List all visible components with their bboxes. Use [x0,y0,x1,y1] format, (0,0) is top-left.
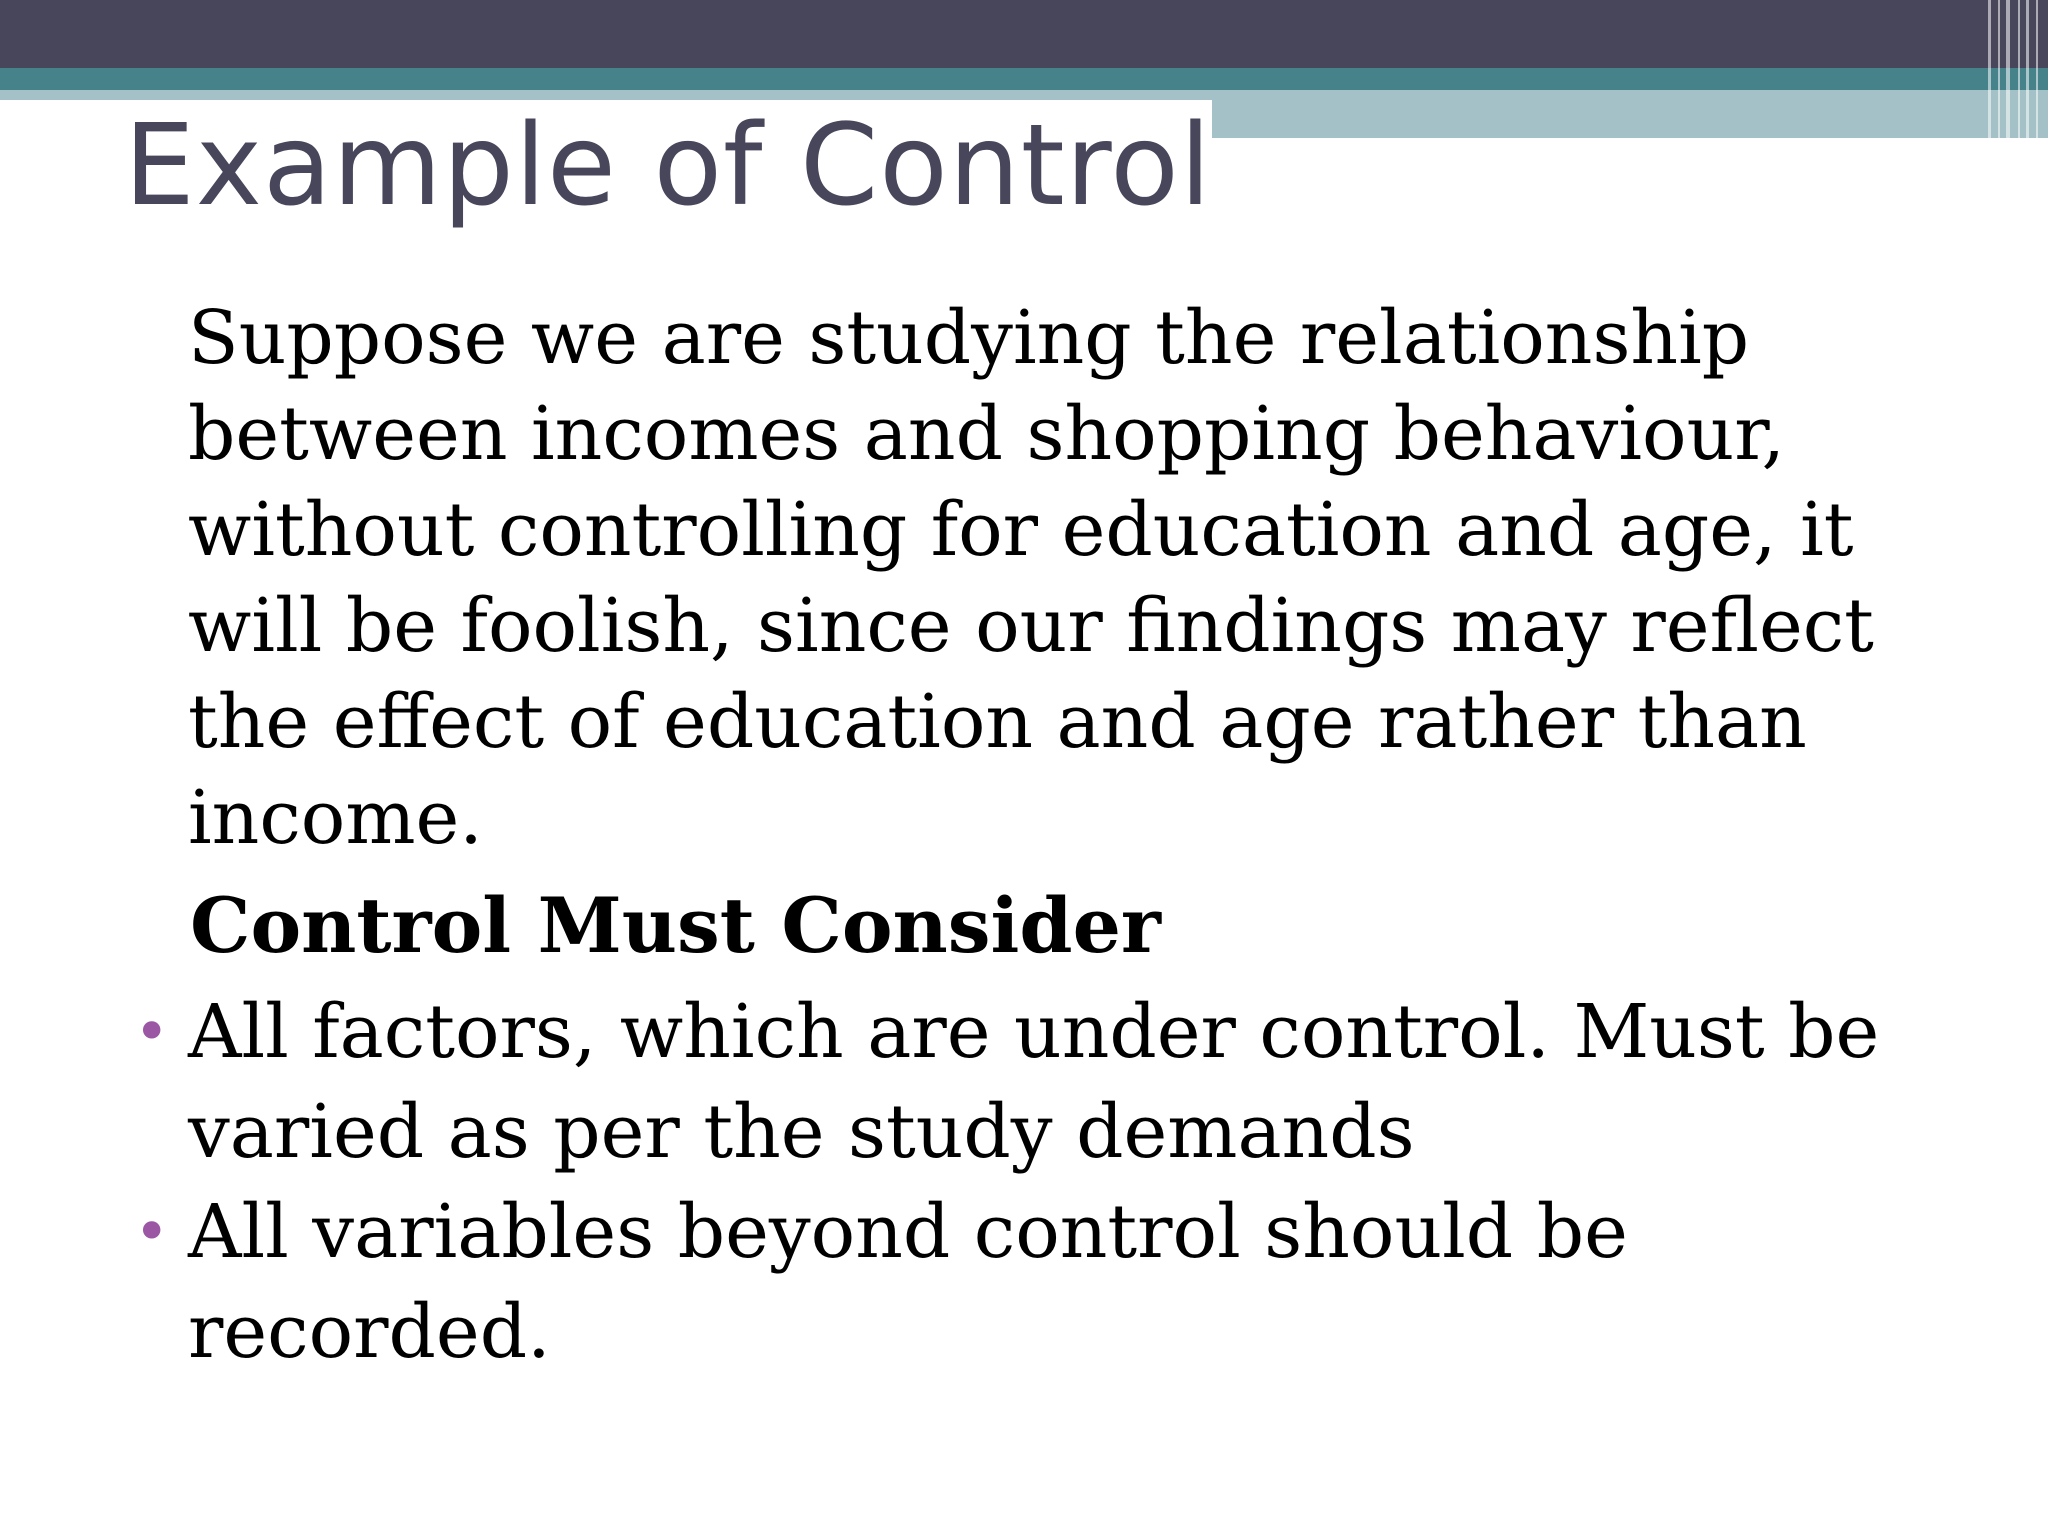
bullet-text: All variables beyond control should be recorded. [188,1189,1628,1375]
bullet-dot-icon: • [134,1197,170,1267]
bullet-item [128,982,1968,1182]
header-band-dark [0,0,2048,68]
bullet-text: All factors, which are under control. Must be varied as per the study demands [188,989,1880,1175]
bullet-dot-icon: • [134,997,170,1067]
body-paragraph: Suppose we are studying the relationship between incomes and shopping behaviour, without controlling for education and age, it will be foolish, since our findings may reflect the effect of education and age rather than income. [188,295,1874,861]
bullet-list [128,982,1968,1382]
header-band-light-right [1212,90,2048,138]
header-band-teal [0,68,2048,90]
slide-title: Example of Control [124,101,1212,231]
subheading: Control Must Consider [190,881,1161,970]
header-band-light-left [0,90,1212,100]
header-stripes [1984,0,2048,138]
bullet-item [128,1182,1968,1382]
